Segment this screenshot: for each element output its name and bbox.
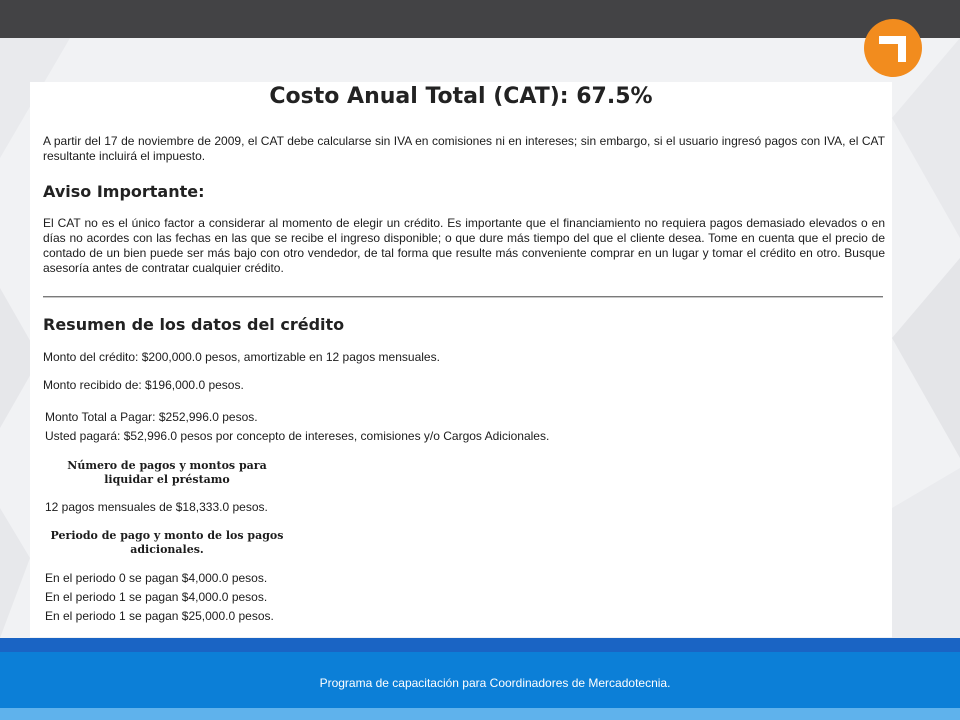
additional-subheading [47, 529, 287, 557]
interest-total: Usted pagará: $52,996.0 pesos por concepto de intereses, comisiones y/o Cargos Adicionales. [45, 429, 550, 443]
additional-payment-row: En el periodo 1 se pagan $25,000.0 pesos. [45, 609, 274, 623]
document-page [30, 82, 892, 637]
summary-heading: Resumen de los datos del crédito [43, 315, 345, 334]
divider [43, 296, 883, 298]
payments-subheading [47, 459, 287, 487]
additional-payment-row: En el periodo 0 se pagan $4,000.0 pesos. [45, 571, 268, 585]
top-bar [0, 0, 960, 38]
payments-subheading-line1: Número de pagos y montos para [67, 459, 267, 472]
total-to-pay: Monto Total a Pagar: $252,996.0 pesos. [45, 410, 258, 424]
payments-line: 12 pagos mensuales de $18,333.0 pesos. [45, 500, 268, 514]
footer-stripe-top [0, 638, 960, 652]
credit-amount: Monto del crédito: $200,000.0 pesos, amortizable en 12 pagos mensuales. [43, 350, 440, 364]
additional-payment-row: En el periodo 1 se pagan $4,000.0 pesos. [45, 590, 268, 604]
intro-paragraph: A partir del 17 de noviembre de 2009, el CAT debe calcularse sin IVA en comisiones ni en intereses; sin embargo, si el usuario ingresó pagos con IVA, el CAT resultante incluirá el impuesto. [43, 134, 885, 163]
received-amount: Monto recibido de: $196,000.0 pesos. [43, 378, 244, 392]
notice-heading: Aviso Importante: [43, 182, 205, 201]
additional-subheading-line1: Periodo de pago y monto de los pagos [50, 529, 284, 542]
notice-paragraph: El CAT no es el único factor a considerar al momento de elegir un crédito. Es importante que el financiamiento no requiera pagos demasiado elevados o en días no acordes con las fechas en las que se recibe el ingreso disponible; o que dure más tiempo del que el cliente desea. Tome en cuenta que el precio de contado de un bien puede ser más bajo con otro vendedor, de tal forma que resulte más conveniente comprar en un lugar y tomar el crédito en otro. Busque asesoría antes de contratar cualquier crédito. [43, 216, 885, 275]
additional-subheading-line2: adicionales. [130, 543, 204, 556]
payments-subheading-line2: liquidar el préstamo [104, 473, 230, 486]
brand-logo-icon [864, 19, 922, 77]
footer-text: Programa de capacitación para Coordinadores de Mercadotecnia. [319, 676, 671, 690]
page-title: Costo Anual Total (CAT): 67.5% [269, 84, 653, 109]
footer-stripe-bottom [0, 708, 960, 720]
